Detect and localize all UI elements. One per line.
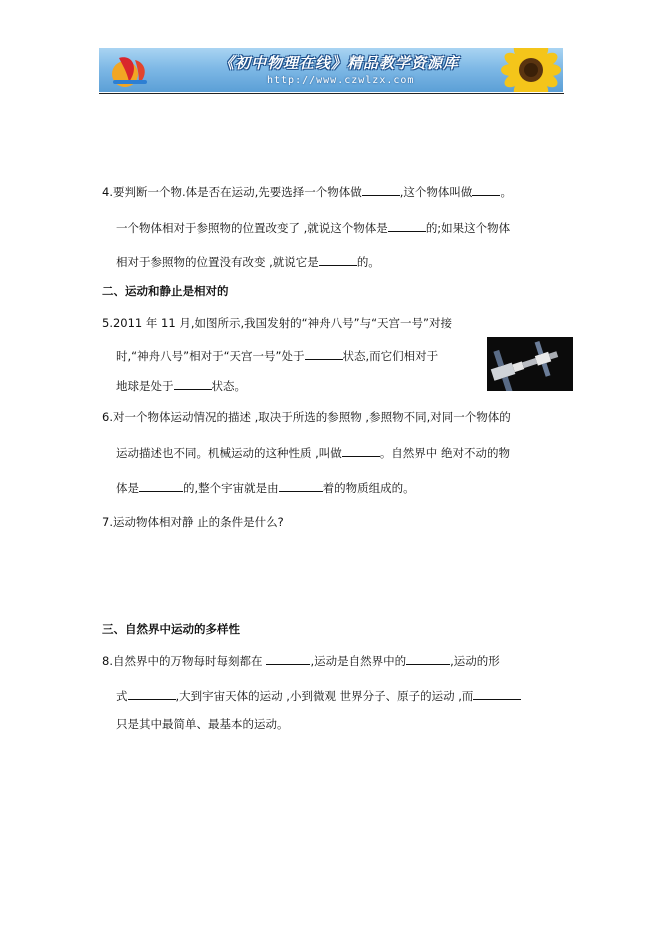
- q8-line-2: 式 ,大到宇宙天体的运动 ,小到微观 世界分子、原子的运动 ,而: [116, 687, 521, 704]
- answer-blank[interactable]: [139, 479, 183, 492]
- logo-icon: [105, 50, 161, 90]
- answer-blank[interactable]: [472, 183, 500, 196]
- spacecraft-icon: [487, 337, 573, 391]
- q4-line-1: 4.要判断一个物.体是否在运动,先要选择一个物体做 ,这个物体叫做 。: [102, 185, 512, 199]
- q6-line-3: 体是 的,整个宇宙就是由 着的物质组成的。: [116, 481, 415, 495]
- q7-line-1: 7.运动物体相对静 止的条件是什么?: [102, 515, 284, 529]
- answer-blank[interactable]: [174, 377, 212, 390]
- answer-blank[interactable]: [362, 183, 400, 196]
- q4-line-2: 一个物体相对于参照物的位置改变了 ,就说这个物体是 的;如果这个物体: [116, 221, 511, 235]
- q6-line-1: 6.对一个物体运动情况的描述 ,取决于所选的参照物 ,参照物不同,对同一个物体的: [102, 410, 511, 424]
- banner-url: http://www.czwlzx.com: [267, 75, 415, 86]
- q5-line-3: 地球是处于 状态。: [116, 379, 246, 393]
- banner-title: 《初中物理在线》精品教学资源库: [219, 54, 460, 72]
- answer-blank[interactable]: [305, 347, 343, 360]
- answer-blank[interactable]: [128, 687, 176, 700]
- section-heading: 三、自然界中运动的多样性: [102, 622, 240, 636]
- q4-line-3: 相对于参照物的位置没有改变 ,就说它是 的。: [116, 255, 380, 269]
- answer-blank[interactable]: [388, 219, 426, 232]
- answer-blank[interactable]: [279, 479, 323, 492]
- q8-line-1: 8.自然界中的万物每时每刻都在 ,运动是自然界中的 ,运动的形: [102, 654, 500, 668]
- spacecraft-docking-image: [487, 337, 573, 391]
- q5-line-1: 5.2011 年 11 月,如图所示,我国发射的“神舟八号”与“天宫一号”对接: [102, 316, 452, 330]
- answer-blank[interactable]: [406, 652, 450, 665]
- answer-blank[interactable]: [319, 253, 357, 266]
- q8-line-3: 只是其中最简单、最基本的运动。: [116, 717, 289, 731]
- q6-line-2: 运动描述也不同。机械运动的这种性质 ,叫做 。自然界中 绝对不动的物: [116, 446, 510, 460]
- sunflower-icon: [491, 48, 563, 92]
- section-heading: 二、运动和静止是相对的: [102, 284, 229, 298]
- q5-line-2: 时,“神舟八号”相对于“天宫一号”处于 状态,而它们相对于: [116, 349, 439, 363]
- header-banner: [99, 48, 563, 92]
- answer-blank[interactable]: [342, 444, 380, 457]
- answer-blank[interactable]: [473, 687, 521, 700]
- answer-blank[interactable]: [266, 652, 310, 665]
- header-divider: [99, 93, 564, 94]
